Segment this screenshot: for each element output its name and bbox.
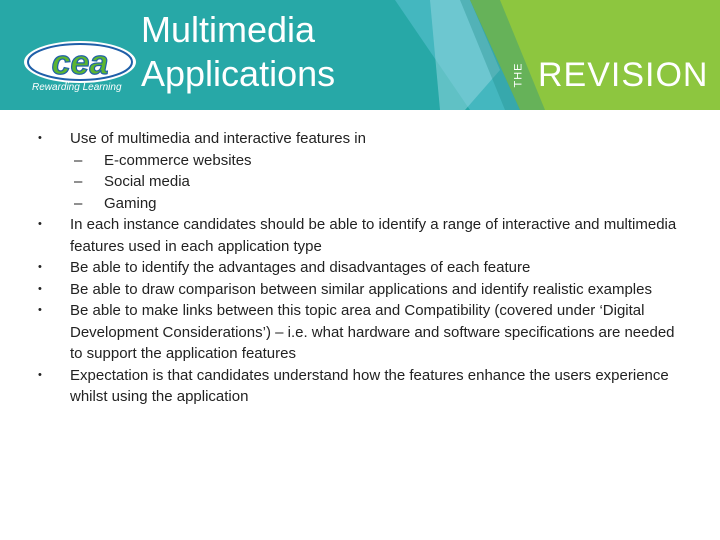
dash-icon: – <box>74 151 83 169</box>
list-item <box>0 128 720 150</box>
revision-logo-the-text: THE <box>512 62 525 88</box>
bullet-icon: • <box>38 132 42 144</box>
list-item <box>0 300 720 365</box>
list-item-text: Be able to identify the advantages and disadvantages of each feature <box>70 259 531 276</box>
list-item <box>0 279 720 301</box>
list-item-text: Be able to make links between this topic area and Compatibility (covered under ‘Digital Development Considerations’) – i.e. what hardware and software specifications are needed to support the application features <box>70 302 675 362</box>
bullet-icon: • <box>38 368 42 381</box>
bullet-icon: • <box>38 218 42 230</box>
revision-logo-the <box>512 55 534 97</box>
sub-list-item <box>0 171 720 193</box>
title-line-2: Applications <box>141 53 336 94</box>
list-item <box>0 365 720 408</box>
page-title <box>141 8 381 96</box>
sub-item-text: Gaming <box>104 194 157 212</box>
cea-tagline: Rewarding Learning <box>32 82 122 93</box>
list-item <box>0 214 720 257</box>
list-item-text: Be able to draw comparison between similar applications and identify realistic examples <box>70 280 652 298</box>
header-band <box>0 0 720 110</box>
sub-list-item <box>0 150 720 172</box>
dash-icon: – <box>74 173 83 190</box>
sub-item-text: E-commerce websites <box>104 151 252 169</box>
bullet-icon: • <box>38 261 42 273</box>
bullet-icon: • <box>38 282 42 295</box>
sub-item-text: Social media <box>104 173 190 190</box>
cea-logo-letters: cea <box>51 44 109 82</box>
revision-logo-word: REVISION <box>538 56 709 94</box>
bullet-list <box>0 128 720 408</box>
list-item-text: Use of multimedia and interactive features in <box>70 130 366 147</box>
dash-icon: – <box>74 194 83 212</box>
sub-list-item <box>0 193 720 215</box>
list-item <box>0 257 720 279</box>
list-item-text: Expectation is that candidates understand how the features enhance the users experience whilst using the application <box>70 366 669 405</box>
title-line-1: Multimedia <box>141 9 316 50</box>
list-item-text: In each instance candidates should be able to identify a range of interactive and multimedia features used in each application type <box>70 216 677 255</box>
bullet-icon: • <box>38 304 42 316</box>
